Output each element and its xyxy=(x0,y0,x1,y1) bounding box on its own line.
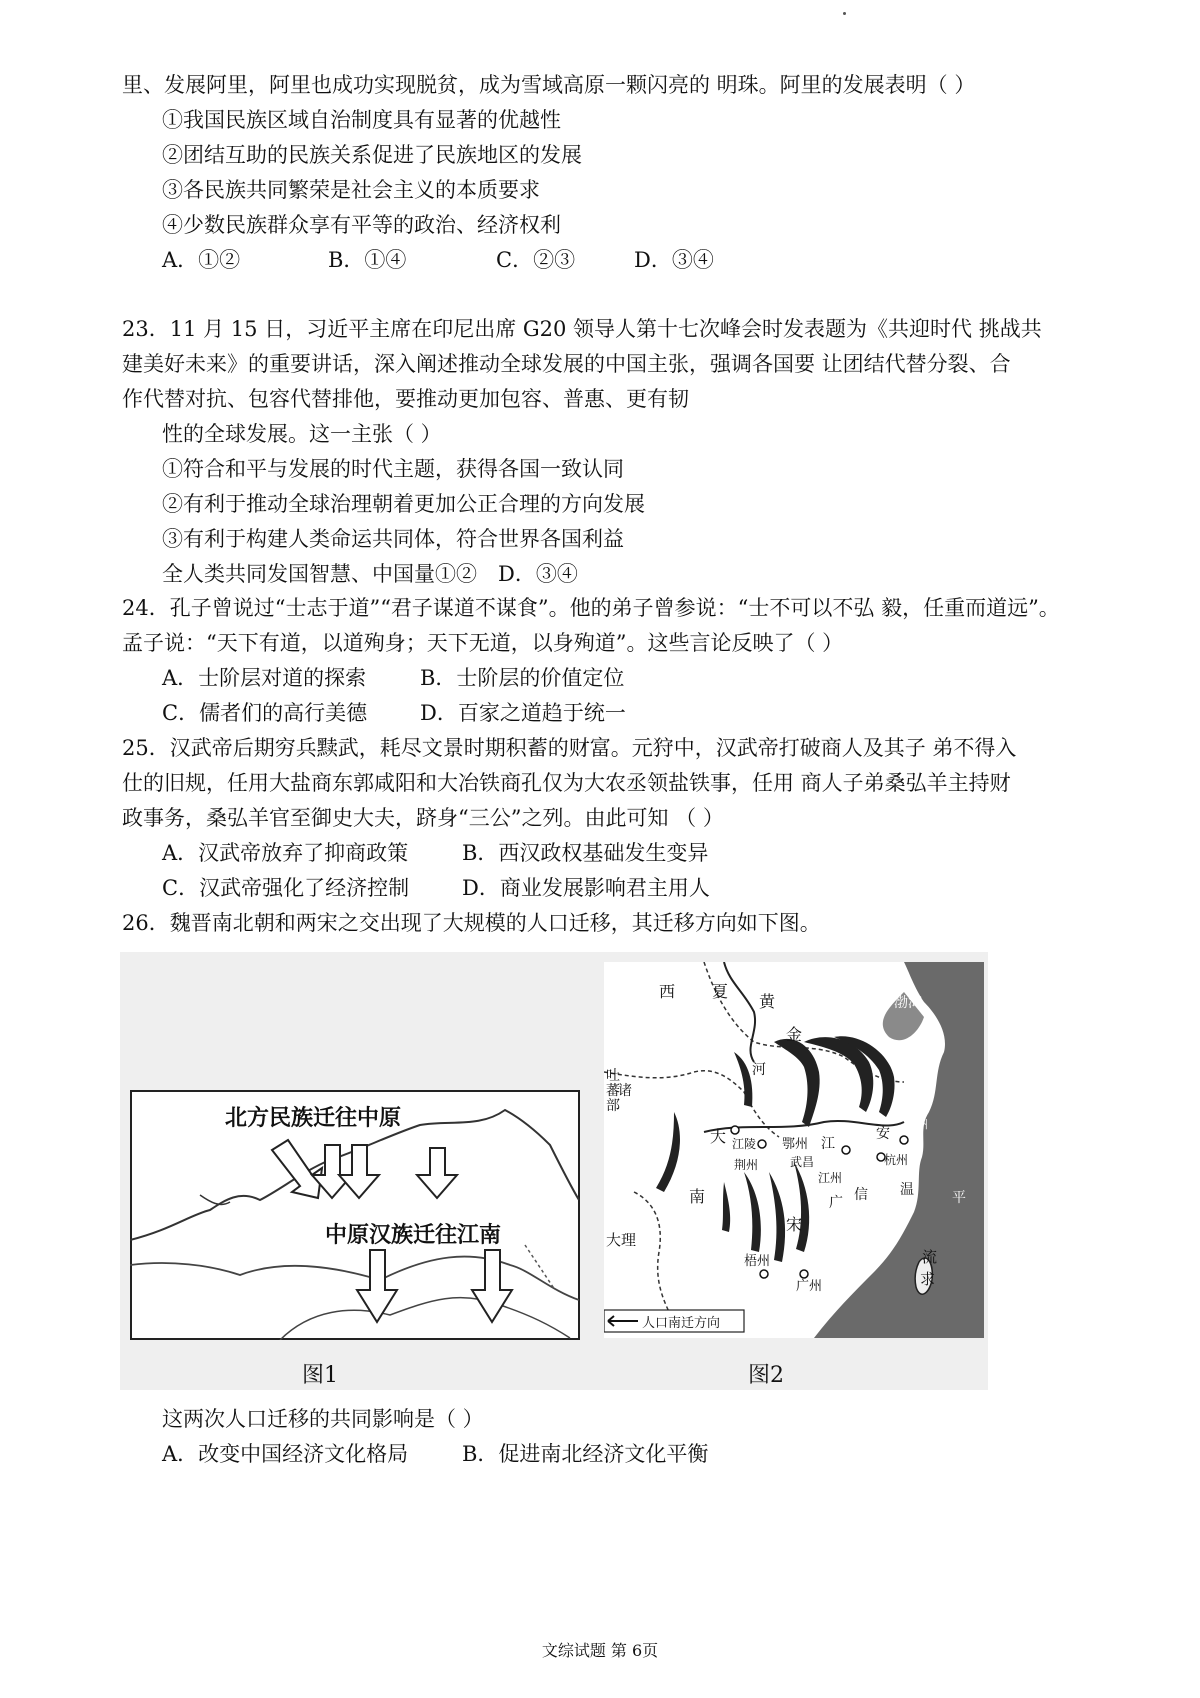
q24-option-b: B．士阶层的价值定位 xyxy=(420,666,625,690)
q25-option-b: B．西汉政权基础发生变异 xyxy=(462,841,709,865)
page-footer: 文综试题 第 6页 xyxy=(541,1641,659,1660)
fig2-label-tu: 吐 xyxy=(606,1068,620,1084)
q22-option-b: B．①④ xyxy=(328,248,407,272)
q24-option-d: D．百家之道趋于统一 xyxy=(420,701,626,725)
q26-stem: 26．魏晋南北朝和两宋之交出现了大规模的人口迁移，其迁移方向如下图。 xyxy=(122,911,821,935)
q23-stem-line-3: 作代替对抗、包容代替排他，要推动更加包容、普惠、更有韧 xyxy=(122,387,689,411)
fig2-label-fan: 蕃 xyxy=(606,1083,620,1099)
fig2-label-xi: 西 xyxy=(659,982,676,1001)
fig2-label-qiu: 求 xyxy=(920,1270,936,1288)
q22-option-a: A．①② xyxy=(162,248,241,272)
fig2-label-dali: 大理 xyxy=(606,1231,637,1249)
fig2-label-song: 宋 xyxy=(786,1215,803,1234)
scan-speck xyxy=(843,12,846,15)
q22-option-c: C．②③ xyxy=(496,248,576,272)
q25-stem-line-2: 仕的旧规，任用大盐商东郭咸阳和大冶铁商孔仅为大农丞领盐铁事，任用 商人子弟桑弘羊主持财 xyxy=(122,771,1011,795)
fig2-label-wuchang: 武昌 xyxy=(790,1155,815,1169)
figure-1-map xyxy=(130,1090,580,1340)
fig2-label-wen: 温 xyxy=(900,1182,914,1198)
fig2-label-jiang: 江 xyxy=(821,1136,835,1152)
fig2-label-ezhou: 鄂州 xyxy=(782,1137,809,1152)
q26-question: 这两次人口迁移的共同影响是（ ） xyxy=(162,1407,484,1431)
q24-stem-line-1: 24．孔子曾说过“士志于道”“君子谋道不谋食”。他的弟子曾参说：“士不可以不弘 毅，任重而道远”。 xyxy=(122,596,1060,620)
q23-item-3: ③有利于构建人类命运共同体，符合世界各国利益 xyxy=(162,527,624,551)
q24-stem-line-2: 孟子说：“天下有道，以道殉身；天下无道，以身殉道”。这些言论反映了（ ） xyxy=(122,631,844,655)
q24-option-c: C．儒者们的高行美德 xyxy=(162,701,368,725)
fig2-label-xia: 夏 xyxy=(712,982,729,1001)
q23-stem-line-1: 23．11 月 15 日，习近平主席在印尼出席 G20 领导人第十七次峰会时发表题为《共迎时代 挑战共 xyxy=(122,317,1042,341)
fig2-label-da: 大 xyxy=(710,1127,727,1146)
q26-option-b: B．促进南北经济文化平衡 xyxy=(462,1442,709,1466)
q23-stem-line-4: 性的全球发展。这一主张（ ） xyxy=(162,422,442,446)
q25-stem-line-1: 25．汉武帝后期穷兵黩武，耗尽文景时期积蓄的财富。元狩中，汉武帝打破商人及其子 弟不得入 xyxy=(122,736,1017,760)
fig2-label-huang: 黄 xyxy=(759,992,776,1011)
figure-1-title-south: 中原汉族迁往江南 xyxy=(325,1223,502,1248)
fig2-label-jiangling: 江陵 xyxy=(732,1137,757,1151)
q23-stem-line-2: 建美好未来》的重要讲话，深入阐述推动全球发展的中国主张，强调各国要 让团结代替分裂、合 xyxy=(122,352,1011,376)
fig2-legend-text: 人口南迁方向 xyxy=(642,1316,721,1331)
q23-garbled-line: 全人类共同发国智慧、中国量①② xyxy=(162,562,477,586)
q23-option-d: D．③④ xyxy=(498,562,578,586)
q25-option-d: D．商业发展影响君主用人 xyxy=(462,876,710,900)
q25-option-a: A．汉武帝放弃了抑商政策 xyxy=(162,841,409,865)
q23-item-1: ①符合和平与发展的时代主题，获得各国一致认同 xyxy=(162,457,624,481)
q25-option-c: C．汉武帝强化了经济控制 xyxy=(162,876,410,900)
fig2-label-jingzhou: 荆州 xyxy=(734,1158,759,1172)
fig2-label-an: 安 xyxy=(876,1126,890,1142)
figure-1-title-north: 北方民族迁往中原 xyxy=(225,1106,402,1131)
q22-continuation: 里、发展阿里，阿里也成功实现脱贫，成为雪域高原一颗闪亮的 明珠。阿里的发展表明（ ） xyxy=(122,73,976,97)
fig2-label-wuzhou: 梧州 xyxy=(744,1254,771,1269)
figure-2-caption: 图2 xyxy=(748,1363,784,1388)
fig2-label-bu: 部 xyxy=(606,1098,620,1114)
fig2-label-jiangzhou: 江州 xyxy=(818,1171,843,1185)
figure-1-caption: 图1 xyxy=(302,1363,338,1388)
fig2-label-bohai: 渤海 xyxy=(894,995,922,1011)
q22-option-d: D．③④ xyxy=(634,248,714,272)
q22-item-1: ①我国民族区域自治制度具有显著的优越性 xyxy=(162,108,561,132)
fig2-label-guang-2: 广 xyxy=(829,1195,843,1211)
fig2-label-ping: 平 xyxy=(952,1190,966,1206)
fig2-label-guangzhou: 广州 xyxy=(796,1279,823,1294)
q22-item-4: ④少数民族群众享有平等的政治、经济权利 xyxy=(162,213,561,237)
q25-stem-line-3: 政事务，桑弘羊官至御史大夫，跻身“三公”之列。由此可知 （ ） xyxy=(122,806,724,830)
fig2-label-liu: 流 xyxy=(922,1248,938,1266)
fig2-label-xin: 信 xyxy=(854,1187,868,1203)
q24-option-a: A．士阶层对道的探索 xyxy=(162,666,367,690)
fig2-label-zhu: 诸 xyxy=(618,1083,632,1099)
fig2-label-jin: 金 xyxy=(786,1025,803,1044)
fig2-label-hangzhou: 杭州 xyxy=(884,1153,909,1167)
fig2-label-nan: 南 xyxy=(689,1187,706,1206)
q22-item-3: ③各民族共同繁荣是社会主义的本质要求 xyxy=(162,178,540,202)
fig2-label-suzhou: 苏州 xyxy=(906,1118,928,1131)
q22-item-2: ②团结互助的民族关系促进了民族地区的发展 xyxy=(162,143,582,167)
q26-option-a: A．改变中国经济文化格局 xyxy=(162,1442,409,1466)
q23-item-2: ②有利于推动全球治理朝着更加公正合理的方向发展 xyxy=(162,492,645,516)
figure-2-map xyxy=(604,962,984,1338)
fig2-label-he: 河 xyxy=(752,1062,766,1078)
